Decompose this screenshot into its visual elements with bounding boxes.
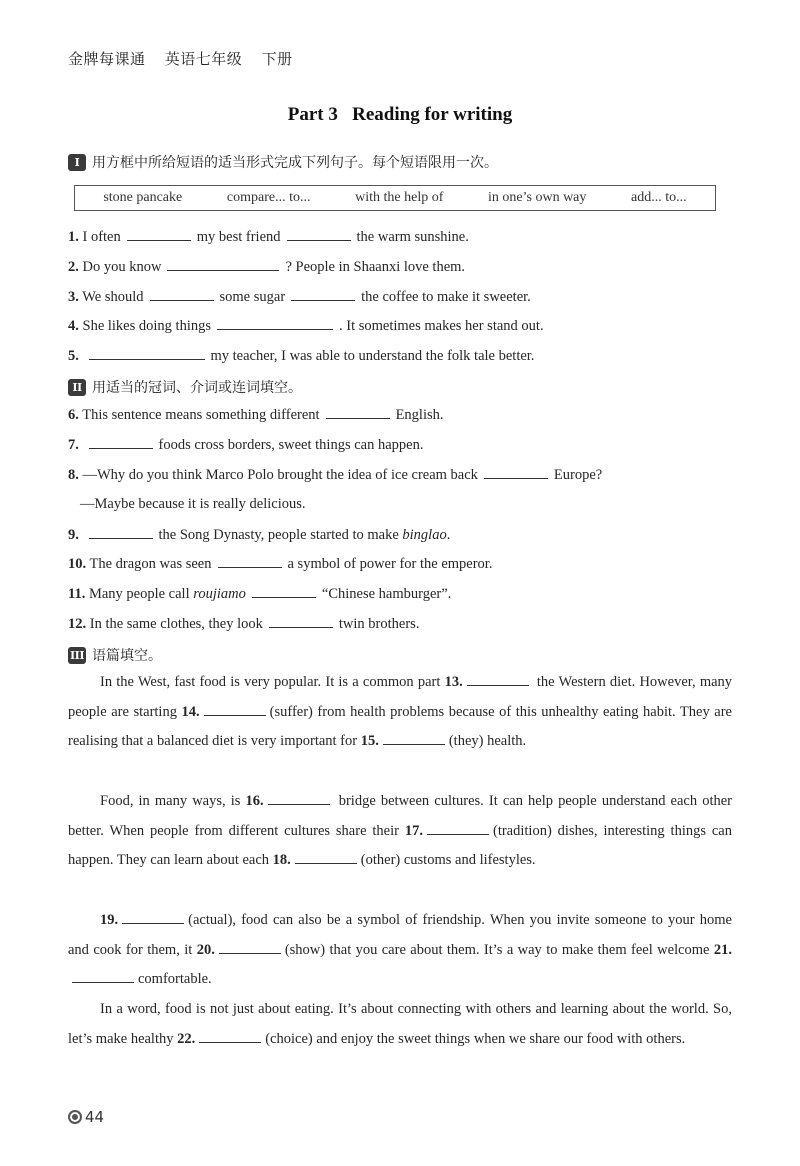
answer-blank[interactable]	[252, 585, 316, 598]
phrase-item: stone pancake	[103, 190, 183, 205]
question-10: 10. The dragon was seen a symbol of power for the emperor.	[68, 556, 493, 572]
phrase-item: in one’s own way	[488, 190, 587, 205]
phrase-item: with the help of	[355, 190, 444, 205]
answer-blank[interactable]	[295, 851, 357, 864]
passage-paragraph-2: Food, in many ways, is 16. bridge between cultures. It can help people understand each other better. When people from different cultures share their 17. (tradition) dishes, interesting things can happen. They can learn about each 18. (other) customs and lifestyles.	[68, 793, 732, 869]
answer-blank[interactable]	[287, 228, 351, 241]
answer-blank[interactable]	[89, 526, 153, 539]
section-badge: III	[68, 647, 86, 664]
section-1-heading	[68, 152, 498, 172]
answer-blank[interactable]	[72, 970, 134, 983]
answer-blank[interactable]	[199, 1030, 261, 1043]
question-1: 1. I often my best friend the warm sunshine.	[68, 229, 469, 245]
answer-blank[interactable]	[326, 406, 390, 419]
answer-blank[interactable]	[89, 436, 153, 449]
passage-paragraph-3: 19. (actual), food can also be a symbol of friendship. When you invite someone to your home and cook for them, it 20. (show) that you care about them. It’s a way to make them feel welcome 21.comfortable.	[68, 912, 733, 988]
subject: 英语七年级	[164, 50, 243, 68]
answer-blank[interactable]	[217, 317, 333, 330]
section-instruction: 用适当的冠词、介词或连词填空。	[92, 380, 302, 396]
answer-blank[interactable]	[269, 615, 333, 628]
question-3: 3. We should some sugar the coffee to make it sweeter.	[68, 289, 531, 305]
page-number: 44	[85, 1108, 105, 1126]
phrase-box	[74, 185, 716, 211]
running-head	[68, 48, 307, 69]
section-2-heading	[68, 377, 302, 397]
question-7: 7. foods cross borders, sweet things can happen.	[68, 437, 424, 453]
section-badge: I	[68, 154, 86, 171]
volume: 下册	[261, 50, 293, 68]
question-2: 2. Do you know ? People in Shaanxi love them.	[68, 259, 466, 275]
answer-blank[interactable]	[268, 792, 330, 805]
section-instruction: 用方框中所给短语的适当形式完成下列句子。每个短语限用一次。	[92, 155, 498, 171]
answer-blank[interactable]	[291, 288, 355, 301]
answer-blank[interactable]	[467, 673, 529, 686]
question-11: 11. Many people call roujiamo “Chinese hamburger”.	[68, 586, 452, 602]
page-footer	[68, 1108, 104, 1126]
section-badge: II	[68, 379, 86, 396]
phrase-item: compare... to...	[226, 190, 311, 205]
question-12: 12. In the same clothes, they look twin brothers.	[68, 616, 420, 632]
phrase-item: add... to...	[631, 190, 687, 205]
question-5: 5. my teacher, I was able to understand the folk tale better.	[68, 348, 535, 364]
section-3-heading	[68, 645, 162, 665]
answer-blank[interactable]	[219, 941, 281, 954]
book-title: 金牌每课通	[68, 50, 146, 68]
question-4: 4. She likes doing things . It sometimes makes her stand out.	[68, 318, 544, 334]
answer-blank[interactable]	[122, 911, 184, 924]
answer-blank[interactable]	[383, 732, 445, 745]
passage-paragraph-1: In the West, fast food is very popular. It is a common part 13. the Western diet. However, many people are starting 14. (suffer) from health problems because of this unhealthy eating habit. They are realising that a balanced diet is very important for 15. (they) health.	[68, 674, 733, 750]
answer-blank[interactable]	[127, 228, 191, 241]
part-title: Part 3 Reading for writing	[287, 104, 513, 125]
question-8: 8. —Why do you think Marco Polo brought the idea of ice cream back Europe?	[68, 467, 603, 483]
answer-blank[interactable]	[427, 822, 489, 835]
passage-paragraph-4: In a word, food is not just about eating. It’s about connecting with others and learning about the world. So, let’s make healthy 22. (choice) and enjoy the sweet things when we share our food with others.	[68, 1001, 732, 1047]
answer-blank[interactable]	[218, 555, 282, 568]
answer-blank[interactable]	[167, 258, 279, 271]
answer-blank[interactable]	[89, 347, 205, 360]
answer-blank[interactable]	[150, 288, 214, 301]
question-6: 6. This sentence means something different English.	[68, 407, 444, 423]
gear-icon	[68, 1110, 82, 1124]
answer-blank[interactable]	[484, 466, 548, 479]
section-instruction: 语篇填空。	[92, 648, 162, 664]
question-8-answer: —Maybe because it is really delicious.	[80, 496, 306, 512]
answer-blank[interactable]	[204, 703, 266, 716]
question-9: 9. the Song Dynasty, people started to make binglao.	[68, 527, 451, 543]
